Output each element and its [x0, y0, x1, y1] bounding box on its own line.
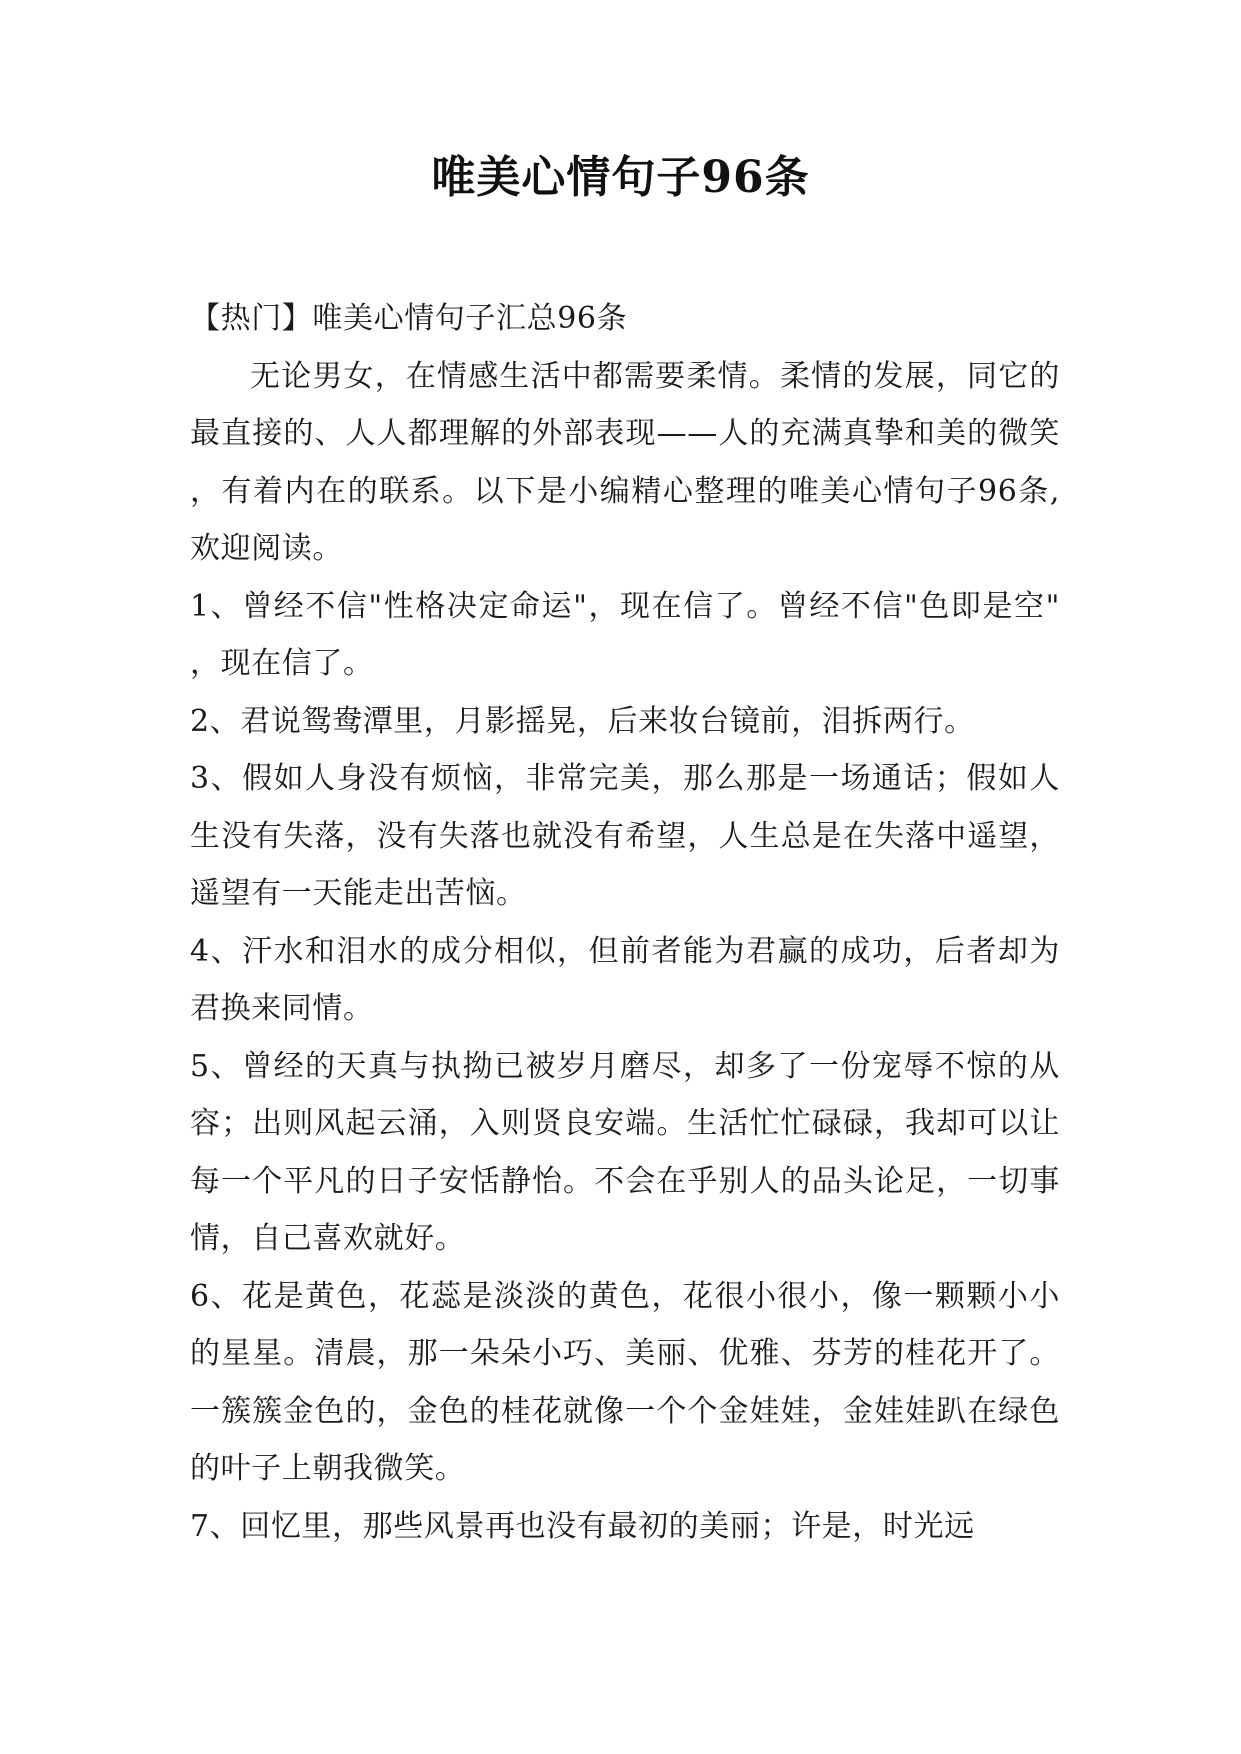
list-item: 6、花是黄色，花蕊是淡淡的黄色，花很小很小，像一颗颗小小的星星。清晨，那一朵朵小巧、美丽、优雅、芬芳的桂花开了。一簇簇金色的，金色的桂花就像一个个金娃娃，金娃娃趴在绿色的叶子上朝我微笑。: [190, 1278, 1060, 1486]
intro-paragraph: 无论男女，在情感生活中都需要柔情。柔情的发展，同它的最直接的、人人都理解的外部表现——人的充满真挚和美的微笑，有着内在的联系。以下是小编精心整理的唯美心情句子96条,欢迎阅读。: [190, 358, 1060, 566]
list-item: 3、假如人身没有烦恼，非常完美，那么那是一场通话；假如人生没有失落，没有失落也就没有希望，人生总是在失落中遥望，遥望有一天能走出苦恼。: [190, 761, 1060, 911]
document-body: [190, 290, 1060, 1555]
document-title: 唯美心情句子96条: [431, 152, 810, 203]
list-item: 2、君说鸳鸯潭里，月影摇晃，后来妆台镜前，泪拆两行。: [190, 703, 975, 739]
list-item: 7、回忆里，那些风景再也没有最初的美丽；许是，时光远: [190, 1508, 975, 1544]
subtitle: 【热门】唯美心情句子汇总96条: [190, 301, 628, 336]
list-item: 4、汗水和泪水的成分相似，但前者能为君赢的成功，后者却为君换来同情。: [190, 933, 1060, 1026]
list-item: 1、曾经不信"性格决定命运"，现在信了。曾经不信"色即是空"，现在信了。: [190, 588, 1060, 681]
list-item: 5、曾经的天真与执拗已被岁月磨尽，却多了一份宠辱不惊的从容；出则风起云涌，入则贤良安端。生活忙忙碌碌，我却可以让每一个平凡的日子安恬静怡。不会在乎别人的品头论足，一切事情，自己喜欢就好。: [190, 1048, 1060, 1256]
